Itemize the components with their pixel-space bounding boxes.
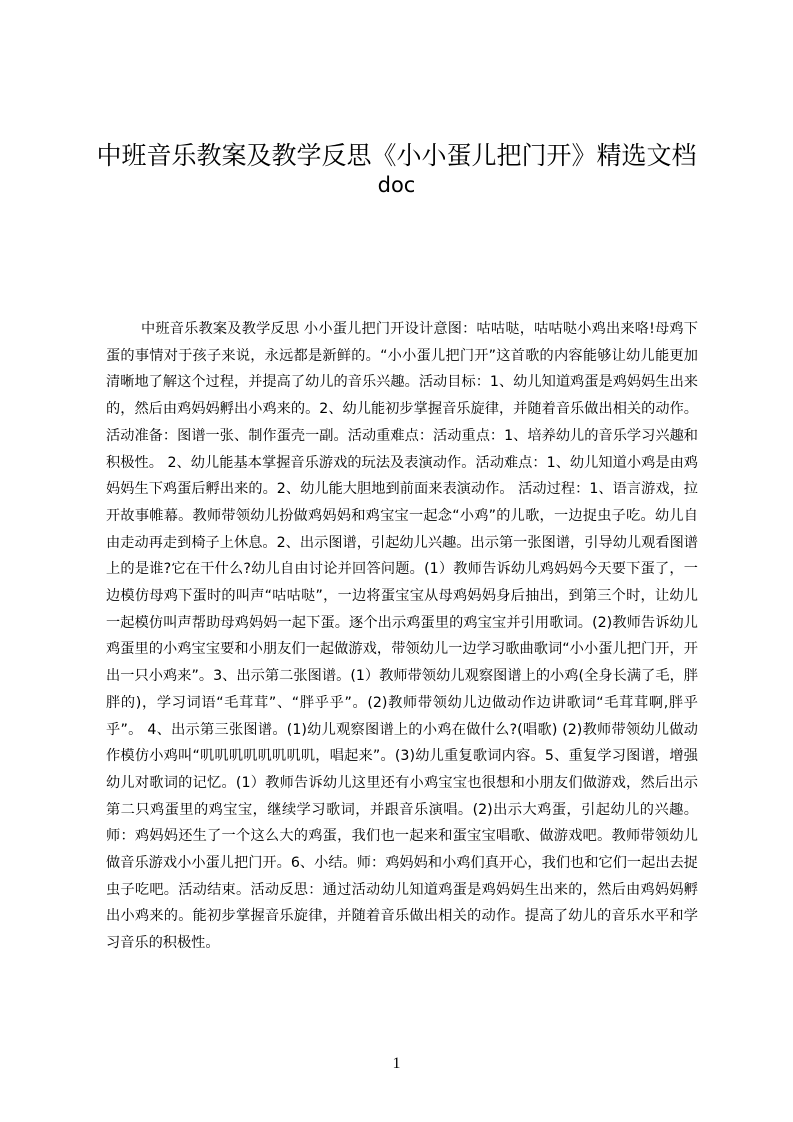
body-paragraph: 中班音乐教案及教学反思 小小蛋儿把门开设计意图：咕咕哒，咕咕哒小鸡出来咯!母鸡下蛋的事情对于孩子来说，永远都是新鲜的。“小小蛋儿把门开”这首歌的内容能够让幼儿能更加清晰地了解这个过程，并提高了幼儿的音乐兴趣。活动目标：1、幼儿知道鸡蛋是鸡妈妈生出来的，然后由鸡妈妈孵出小鸡来的。2、幼儿能初步掌握音乐旋律，并随着音乐做出相关的动作。活动准备：图谱一张、制作蛋壳一副。活动重难点：活动重点：1、培养幼儿的音乐学习兴趣和积极性。 2、幼儿能基本掌握音乐游戏的玩法及表演动作。活动难点：1、幼儿知道小鸡是由鸡妈妈生下鸡蛋后孵出来的。2、幼儿能大胆地到前面来表演动作。 活动过程：1、语言游戏，拉开故事帷幕。教师带领幼儿扮做鸡妈妈和鸡宝宝一起念“小鸡”的儿歌，一边捉虫子吃。幼儿自由走动再走到椅子上休息。2、出示图谱，引起幼儿兴趣。出示第一张图谱，引导幼儿观看图谱上的是谁?它在干什么?幼儿自由讨论并回答问题。(1）教师告诉幼儿鸡妈妈今天要下蛋了，一边模仿母鸡下蛋时的叫声“咕咕哒”，一边将蛋宝宝从母鸡妈妈身后抽出，到第三个时，让幼儿一起模仿叫声帮助母鸡妈妈一起下蛋。逐个出示鸡蛋里的鸡宝宝并引用歌词。(2)教师告诉幼儿鸡蛋里的小鸡宝宝要和小朋友们一起做游戏，带领幼儿一边学习歌曲歌词“小小蛋儿把门开，开出一只小鸡来”。3、出示第二张图谱。(1）教师带领幼儿观察图谱上的小鸡(全身长满了毛，胖胖的)，学习词语“毛茸茸”、“胖乎乎”。(2)教师带领幼儿边做动作边讲歌词“毛茸茸啊,胖乎乎”。 4、出示第三张图谱。(1)幼儿观察图谱上的小鸡在做什么?(唱歌) (2)教师带领幼儿做动作模仿小鸡叫“叽叽叽叽叽叽叽叽，唱起来”。(3)幼儿重复歌词内容。5、重复学习图谱，增强幼儿对歌词的记忆。(1）教师告诉幼儿这里还有小鸡宝宝也很想和小朋友们做游戏，然后出示第二只鸡蛋里的鸡宝宝，继续学习歌词，并跟音乐演唱。(2)出示大鸡蛋，引起幼儿的兴趣。师：鸡妈妈还生了一个这么大的鸡蛋，我们也一起来和蛋宝宝唱歌、做游戏吧。教师带领幼儿做音乐游戏小小蛋儿把门开。6、小结。师：鸡妈妈和小鸡们真开心，我们也和它们一起出去捉虫子吃吧。活动结束。活动反思：通过活动幼儿知道鸡蛋是鸡妈妈生出来的，然后由鸡妈妈孵出小鸡来的。能初步掌握音乐旋律，并随着音乐做出相关的动作。提高了幼儿的音乐水平和学习音乐的积极性。 [106, 321, 698, 952]
page-number: 1 [392, 1055, 401, 1072]
document-title-suffix: doc [377, 173, 416, 197]
document-title: 中班音乐教案及教学反思《小小蛋儿把门开》精选文档 [96, 141, 697, 170]
